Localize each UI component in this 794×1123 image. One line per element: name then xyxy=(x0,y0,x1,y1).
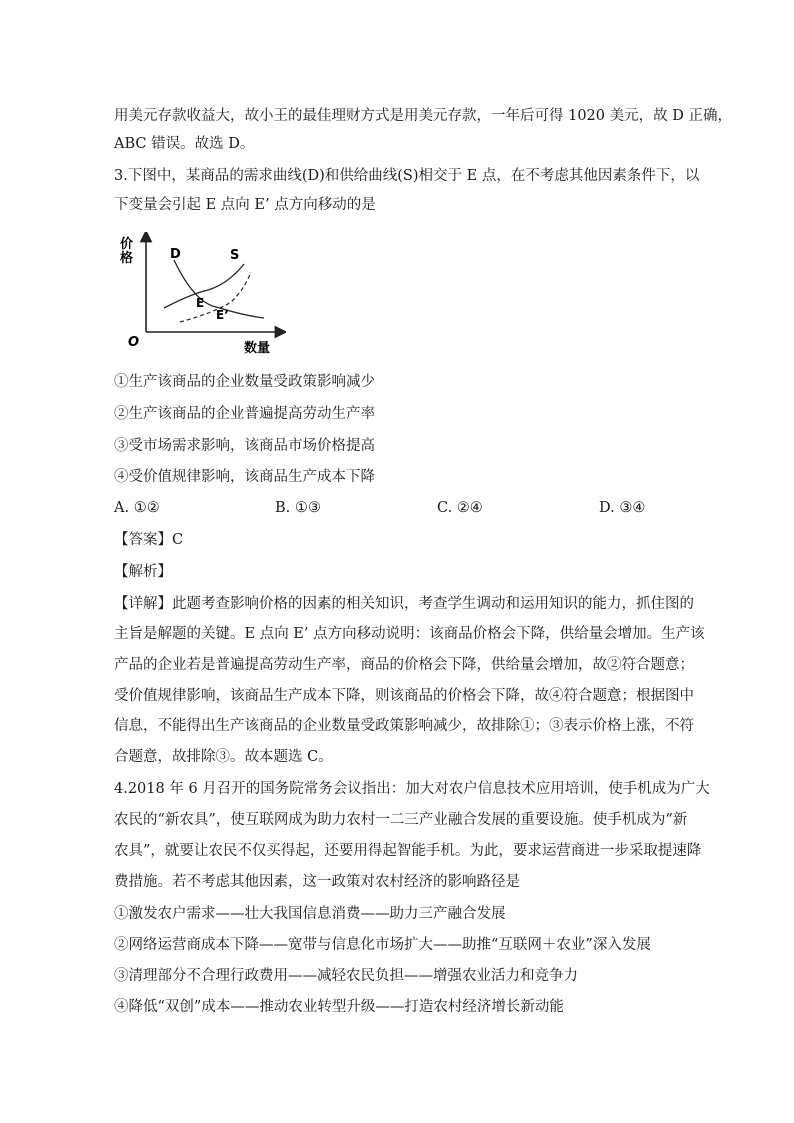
supply-demand-figure xyxy=(116,232,286,358)
demand-label: D xyxy=(170,247,181,262)
origin-label: O xyxy=(128,335,140,350)
question-4-stem: 农民的“新农具”，使互联网成为助力农村一二三产业融合发展的重要设施。使手机成为“新 xyxy=(114,812,688,828)
analysis-line: 主旨是解题的关键。E 点向 E’ 点方向移动说明：该商品价格会下降，供给量会增加。生产该 xyxy=(114,626,705,642)
analysis-line: 【详解】此题考查影响价格的因素的相关知识，考查学生调动和运用知识的能力，抓住图的 xyxy=(114,596,694,612)
question-3-stem: 3.下图中，某商品的需求曲线(D)和供给曲线(S)相交于 E 点，在不考虑其他因素条件下，以 xyxy=(114,168,700,184)
question-4-item: ②网络运营商成本下降——宽带与信息化市场扩大——助推“互联网＋农业”深入发展 xyxy=(114,937,651,953)
y-axis-label: 价 xyxy=(120,237,134,252)
question-3-item: ②生产该商品的企业普遍提高劳动生产率 xyxy=(114,406,375,422)
new-equilibrium-label: E’ xyxy=(216,308,229,322)
analysis-heading: 【解析】 xyxy=(114,564,172,580)
analysis-line: 信息，不能得出生产该商品的企业数量受政策影响减少，故排除①；③表示价格上涨，不符 xyxy=(114,718,694,734)
option-b: B. ①③ xyxy=(275,500,321,516)
question-4-item: ③清理部分不合理行政费用——减轻农民负担——增强农业活力和竞争力 xyxy=(114,968,578,984)
equilibrium-label: E xyxy=(196,296,205,310)
question-3-item: ④受价值规律影响，该商品生产成本下降 xyxy=(114,469,375,485)
option-d: D. ③④ xyxy=(599,500,646,516)
answer: 【答案】C xyxy=(114,532,184,548)
option-c: C. ②④ xyxy=(437,500,483,516)
text-line: 用美元存款收益大，故小王的最佳理财方式是用美元存款，一年后可得 1020 美元，故 D 正确， xyxy=(114,108,732,124)
question-4-item: ④降低“双创”成本——推动农业转型升级——打造农村经济增长新动能 xyxy=(114,999,564,1015)
analysis-line: 合题意，故排除③。故本题选 C。 xyxy=(114,749,333,765)
question-3-stem: 下变量会引起 E 点向 E’ 点方向移动的是 xyxy=(114,197,376,213)
option-a: A. ①② xyxy=(114,500,160,516)
question-3-item: ③受市场需求影响，该商品市场价格提高 xyxy=(114,438,375,454)
question-4-stem: 4.2018 年 6 月召开的国务院常务会议指出：加大对农户信息技术应用培训，使手机成为广大 xyxy=(114,781,710,797)
analysis-line: 产品的企业若是普遍提高劳动生产率，商品的价格会下降，供给量会增加，故②符合题意； xyxy=(114,657,694,673)
analysis-line: 受价值规律影响，该商品生产成本下降，则该商品的价格会下降，故④符合题意；根据图中 xyxy=(114,688,694,704)
text-line: ABC 错误。故选 D。 xyxy=(114,136,255,152)
y-axis-label: 格 xyxy=(120,251,134,266)
question-4-item: ①激发农户需求——壮大我国信息消费——助力三产融合发展 xyxy=(114,906,506,922)
supply-label: S xyxy=(230,248,240,263)
x-axis-label: 数量 xyxy=(244,341,271,356)
question-4-stem: 费措施。若不考虑其他因素，这一政策对农村经济的影响路径是 xyxy=(114,874,520,890)
question-3-item: ①生产该商品的企业数量受政策影响减少 xyxy=(114,374,375,390)
question-4-stem: 农具”，就要让农民不仅买得起，还要用得起智能手机。为此，要求运营商进一步采取提速降 xyxy=(114,843,702,859)
